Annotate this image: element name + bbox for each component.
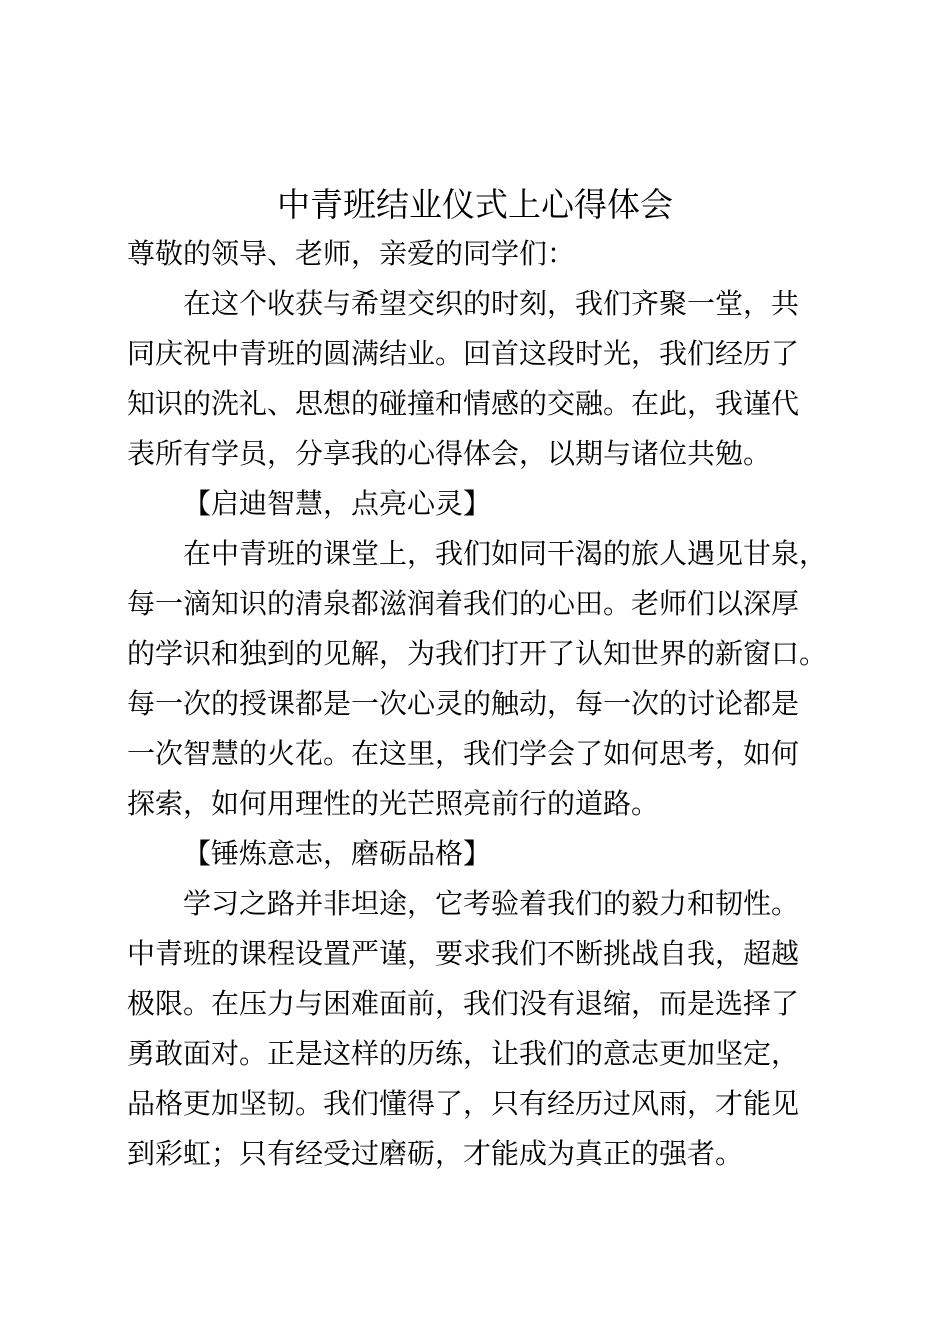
section1-line: 在中青班的课堂上，我们如同干渴的旅人遇见甘泉， — [183, 537, 828, 570]
section1-line: 一次智慧的火花。在这里，我们学会了如何思考，如何 — [127, 737, 800, 770]
section-heading: 【锤炼意志，磨砺品格】 — [183, 837, 492, 870]
section2-line: 学习之路并非坦途，它考验着我们的毅力和韧性。 — [183, 887, 800, 920]
salutation: 尊敬的领导、老师，亲爱的同学们： — [127, 237, 576, 270]
section1-line: 每一滴知识的清泉都滋润着我们的心田。老师们以深厚 — [127, 587, 800, 620]
section1-line: 的学识和独到的见解，为我们打开了认知世界的新窗口。 — [127, 637, 828, 670]
section2-line: 品格更加坚韧。我们懂得了，只有经历过风雨，才能见 — [127, 1087, 800, 1120]
section2-line: 勇敢面对。正是这样的历练，让我们的意志更加坚定， — [127, 1037, 800, 1070]
section1-line: 探索，如何用理性的光芒照亮前行的道路。 — [127, 787, 660, 820]
section2-line: 中青班的课程设置严谨，要求我们不断挑战自我，超越 — [127, 937, 800, 970]
document-title: 中青班结业仪式上心得体会 — [277, 185, 673, 224]
section-heading: 【启迪智慧，点亮心灵】 — [183, 487, 492, 520]
section2-line: 极限。在压力与困难面前，我们没有退缩，而是选择了 — [127, 987, 800, 1020]
section2-line: 到彩虹；只有经受过磨砺，才能成为真正的强者。 — [127, 1137, 744, 1170]
intro-line: 表所有学员，分享我的心得体会，以期与诸位共勉。 — [127, 437, 772, 470]
intro-line: 同庆祝中青班的圆满结业。回首这段时光，我们经历了 — [127, 337, 800, 370]
section1-line: 每一次的授课都是一次心灵的触动，每一次的讨论都是 — [127, 687, 800, 720]
intro-line: 在这个收获与希望交织的时刻，我们齐聚一堂，共 — [183, 287, 800, 320]
intro-line: 知识的洗礼、思想的碰撞和情感的交融。在此，我谨代 — [127, 387, 800, 420]
